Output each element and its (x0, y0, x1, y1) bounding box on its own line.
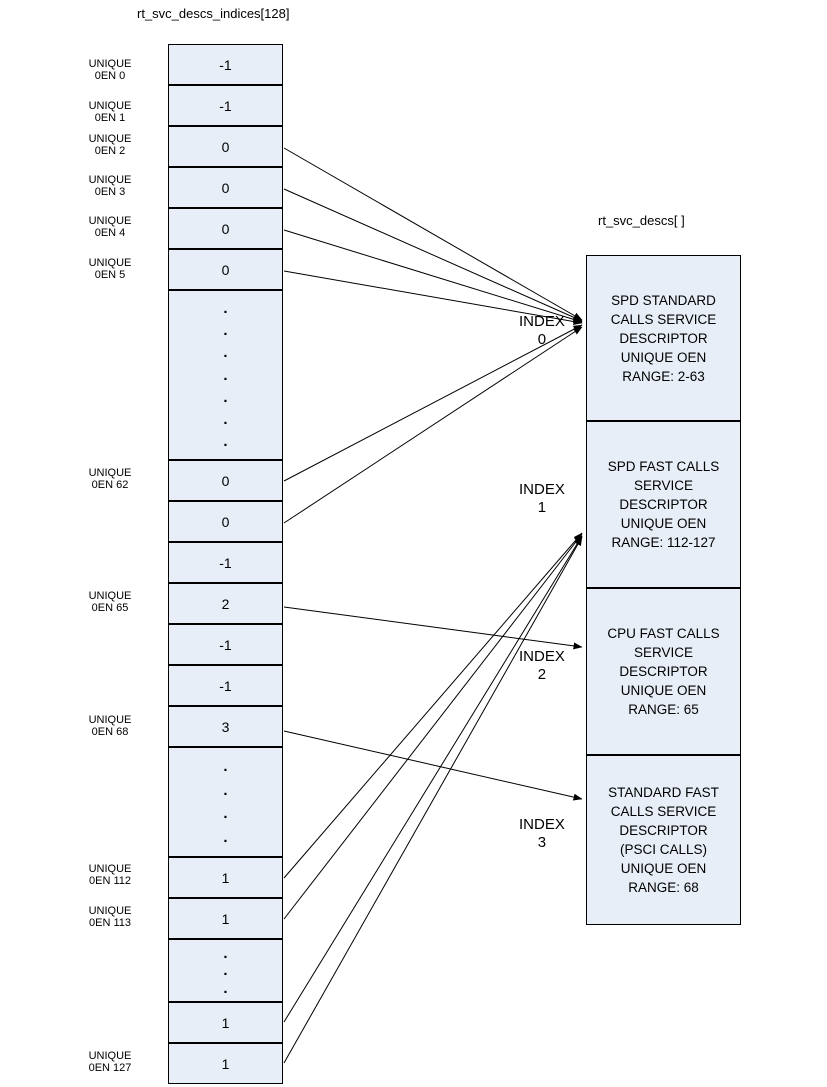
index-cell-3[interactable]: 0 (168, 167, 283, 208)
oen-label-5 (55, 257, 165, 281)
oen-label-4-line1: UNIQUE (88, 215, 132, 227)
descriptor-2-line1: CPU FAST CALLS (607, 626, 720, 641)
descriptor-2-line4: UNIQUE OEN (620, 683, 707, 698)
oen-label-1 (55, 100, 165, 124)
descriptor-3-line2: CALLS SERVICE (610, 804, 717, 819)
descriptor-3-line3: DESCRIPTOR (619, 823, 708, 838)
oen-label-127-line2: 0EN 127 (88, 1062, 132, 1074)
index-label-2-line1: INDEX (519, 648, 565, 665)
index-cell-ellipsis-3: . . . (168, 939, 283, 1002)
index-label-3-line2: 3 (537, 834, 547, 851)
index-cell-4[interactable]: 0 (168, 208, 283, 249)
oen-label-113 (55, 905, 165, 929)
oen-label-3 (55, 174, 165, 198)
oen-label-1-line2: 0EN 1 (94, 112, 126, 124)
oen-label-4-line2: 0EN 4 (94, 227, 126, 239)
descriptor-3-line4: (PSCI CALLS) (619, 842, 707, 857)
index-label-2 (519, 648, 565, 684)
oen-label-5-line1: UNIQUE (88, 257, 132, 269)
descriptor-3-line6: RANGE: 68 (628, 880, 699, 895)
index-label-3 (519, 816, 565, 852)
descriptor-1-line4: UNIQUE OEN (620, 516, 707, 531)
descriptor-1-line2: SERVICE (633, 478, 693, 493)
index-label-1-line2: 1 (537, 499, 547, 516)
oen-label-0-line1: UNIQUE (88, 58, 132, 70)
index-label-1-line1: INDEX (519, 481, 565, 498)
oen-label-127-line1: UNIQUE (88, 1050, 132, 1062)
oen-label-112 (55, 863, 165, 887)
index-label-3-line1: INDEX (519, 816, 565, 833)
oen-label-5-line2: 0EN 5 (94, 269, 126, 281)
index-label-0 (519, 313, 565, 349)
index-cell-63[interactable]: 0 (168, 501, 283, 542)
descriptor-2-line5: RANGE: 65 (628, 702, 699, 717)
descriptor-1-line5: RANGE: 112-127 (611, 535, 716, 550)
oen-label-2 (55, 133, 165, 157)
descriptor-2-line2: SERVICE (633, 645, 693, 660)
oen-label-112-line2: 0EN 112 (89, 875, 131, 887)
index-cell-66[interactable]: -1 (168, 624, 283, 665)
descriptor-0-line3: DESCRIPTOR (619, 330, 708, 346)
index-cell-68[interactable]: 3 (168, 706, 283, 747)
oen-label-65 (55, 590, 165, 614)
oen-label-112-line1: UNIQUE (88, 863, 132, 875)
descriptor-box-1[interactable] (586, 421, 741, 588)
index-cell-126[interactable]: 1 (168, 1002, 283, 1043)
oen-label-127 (55, 1050, 165, 1074)
index-cell-64[interactable]: -1 (168, 542, 283, 583)
oen-label-68-line1: UNIQUE (88, 714, 132, 726)
index-cell-112[interactable]: 1 (168, 857, 283, 898)
oen-label-4 (55, 215, 165, 239)
descriptor-0-line1: SPD STANDARD (611, 292, 716, 308)
index-cell-113[interactable]: 1 (168, 898, 283, 939)
oen-label-2-line2: 0EN 2 (94, 145, 126, 157)
descriptor-0-line5: RANGE: 2-63 (622, 368, 705, 384)
descriptor-1-line1: SPD FAST CALLS (607, 459, 720, 474)
index-cell-62[interactable]: 0 (168, 460, 283, 501)
oen-label-0 (55, 58, 165, 82)
oen-label-62 (55, 467, 165, 491)
descriptor-box-3[interactable] (586, 755, 741, 925)
index-cell-5[interactable]: 0 (168, 249, 283, 290)
oen-label-65-line2: 0EN 65 (91, 602, 129, 614)
oen-label-3-line2: 0EN 3 (94, 186, 126, 198)
descriptor-0-line2: CALLS SERVICE (610, 311, 717, 327)
descriptor-0-line4: UNIQUE OEN (620, 349, 707, 365)
descriptor-3-line1: STANDARD FAST (608, 785, 719, 800)
oen-label-113-line1: UNIQUE (88, 905, 132, 917)
index-cell-67[interactable]: -1 (168, 665, 283, 706)
descriptor-box-0[interactable] (586, 255, 741, 421)
oen-label-68-line2: 0EN 68 (91, 726, 129, 738)
index-cell-ellipsis-2: . . . . (168, 747, 283, 857)
right-array-title: rt_svc_descs[ ] (598, 213, 685, 228)
index-label-0-line2: 0 (537, 331, 547, 348)
descriptor-3-line5: UNIQUE OEN (620, 861, 707, 876)
oen-label-62-line1: UNIQUE (88, 467, 132, 479)
oen-label-113-line2: 0EN 113 (89, 917, 131, 929)
oen-label-65-line1: UNIQUE (88, 590, 132, 602)
index-cell-ellipsis-1: . . . . . . . (168, 290, 283, 460)
oen-label-68 (55, 714, 165, 738)
oen-label-3-line1: UNIQUE (88, 174, 132, 186)
oen-label-62-line2: 0EN 62 (91, 479, 129, 491)
oen-label-1-line1: UNIQUE (88, 100, 132, 112)
oen-label-2-line1: UNIQUE (88, 133, 132, 145)
index-cell-0[interactable]: -1 (168, 44, 283, 85)
descriptor-2-line3: DESCRIPTOR (619, 664, 708, 679)
index-label-1 (519, 481, 565, 517)
index-label-2-line2: 2 (537, 666, 547, 683)
index-cell-127[interactable]: 1 (168, 1043, 283, 1084)
oen-label-0-line2: 0EN 0 (94, 70, 126, 82)
left-array-title: rt_svc_descs_indices[128] (137, 6, 290, 21)
index-label-0-line1: INDEX (519, 313, 565, 330)
index-cell-2[interactable]: 0 (168, 126, 283, 167)
index-cell-1[interactable]: -1 (168, 85, 283, 126)
index-cell-65[interactable]: 2 (168, 583, 283, 624)
descriptor-box-2[interactable] (586, 588, 741, 755)
descriptor-1-line3: DESCRIPTOR (619, 497, 708, 512)
